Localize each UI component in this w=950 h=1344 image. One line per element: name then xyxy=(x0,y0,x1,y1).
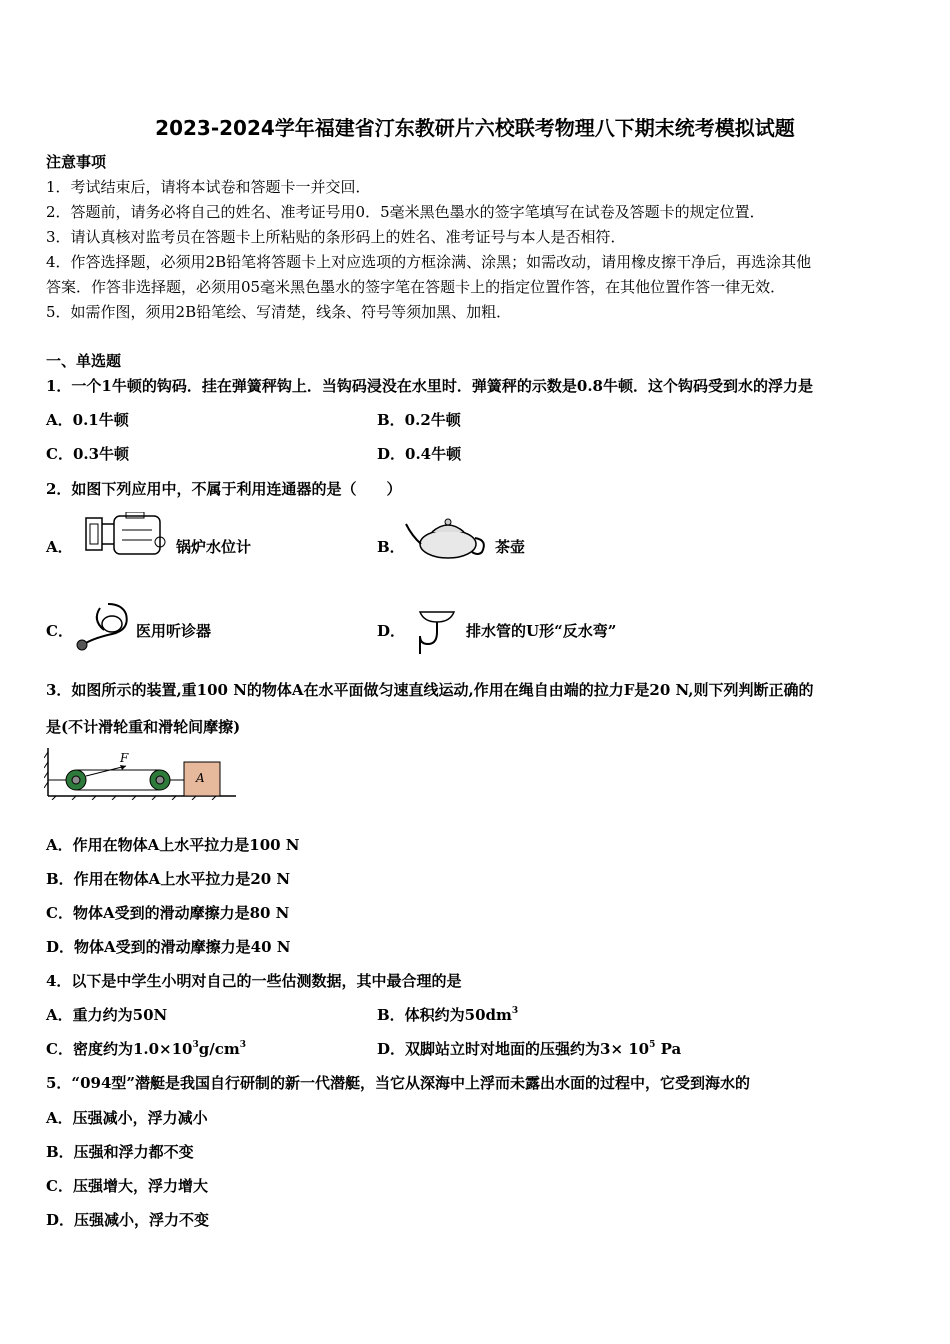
q1-stem: 1．一个1牛顿的钩码．挂在弹簧秤钩上．当钩码浸没在水里时．弹簧秤的示数是0.8牛顿．这个钩码受到水的浮力是 xyxy=(46,377,813,395)
notice-item-1: 1．考试结束后，请将本试卷和答题卡一并交回． xyxy=(46,178,371,196)
q1-option-c[interactable]: C．0.3牛顿 xyxy=(46,445,130,463)
teapot-icon xyxy=(404,514,492,560)
q4-option-a[interactable]: A．重力约为50N xyxy=(46,1006,168,1024)
section-heading: 一、单选题 xyxy=(46,352,122,370)
pulley-force-label: F xyxy=(120,751,129,765)
notice-item-5: 5．如需作图，须用2B铅笔绘、写清楚，线条、符号等须加黑、加粗． xyxy=(46,303,512,321)
q5-option-b[interactable]: B．压强和浮力都不变 xyxy=(46,1143,194,1161)
pulley-block-label: A xyxy=(196,771,205,785)
notice-heading: 注意事项 xyxy=(46,153,107,171)
notice-item-2: 2．答题前，请务必将自己的姓名、准考证号用0．5毫米黑色墨水的签字笔填写在试卷及答题卡的规定位置． xyxy=(46,203,765,221)
q4-option-c[interactable]: C．密度约为$1.0\times 10^3g/cm^3$ xyxy=(46,1040,246,1058)
q4-option-b[interactable]: B．体积约为$50dm^3$ xyxy=(377,1006,519,1024)
q5-option-d[interactable]: D．压强减小，浮力不变 xyxy=(46,1211,210,1229)
q4-stem: 4．以下是中学生小明对自己的一些估测数据，其中最合理的是 xyxy=(46,972,462,990)
q3-option-c[interactable]: C．物体A受到的滑动摩擦力是80 N xyxy=(46,904,290,922)
u-trap-drain-icon xyxy=(406,608,464,656)
notice-item-4: 4．作答选择题，必须用2B铅笔将答题卡上对应选项的方框涂满、涂黑；如需改动，请用橡皮擦干净后，再选涂其他 xyxy=(46,253,812,271)
q3-stem-line1: 3．如图所示的装置,重100 N的物体A在水平面做匀速直线运动,作用在绳自由端的拉力F是20 N,则下列判断正确的 xyxy=(46,681,814,699)
notice-item-4-cont: 答案．作答非选择题，必须用05毫米黑色墨水的签字笔在答题卡上的指定位置作答，在其他位置作答一律无效． xyxy=(46,278,786,296)
q2-option-c-letter[interactable]: C． xyxy=(46,622,73,640)
q2-option-a-text: 锅炉水位计 xyxy=(176,538,252,556)
notice-item-3: 3．请认真核对监考员在答题卡上所粘贴的条形码上的姓名、准考证号与本人是否相符． xyxy=(46,228,626,246)
q1-option-b[interactable]: B．0.2牛顿 xyxy=(377,411,461,429)
q2-option-b-text: 茶壶 xyxy=(495,538,526,556)
stethoscope-icon xyxy=(72,600,134,652)
page-title: 2023-2024学年福建省汀东教研片六校联考物理八下期末统考模拟试题 xyxy=(155,116,795,140)
q2-option-d-text: 排水管的U形“反水弯” xyxy=(466,622,617,640)
pulley-system-figure xyxy=(44,748,238,800)
q2-stem: 2．如图下列应用中，不属于利用连通器的是（ ） xyxy=(46,480,402,498)
q2-option-b-letter[interactable]: B． xyxy=(377,538,405,556)
q3-option-a[interactable]: A．作用在物体A上水平拉力是100 N xyxy=(46,836,300,854)
q5-stem: 5．“094型”潜艇是我国自行研制的新一代潜艇，当它从深海中上浮而未露出水面的过程中，它受到海水的 xyxy=(46,1074,751,1092)
boiler-gauge-icon xyxy=(82,512,172,558)
q5-option-c[interactable]: C．压强增大，浮力增大 xyxy=(46,1177,208,1195)
q2-option-d-letter[interactable]: D． xyxy=(377,622,406,640)
q2-option-c-text: 医用听诊器 xyxy=(136,622,212,640)
q5-option-a[interactable]: A．压强减小，浮力减小 xyxy=(46,1109,208,1127)
q3-option-b[interactable]: B．作用在物体A上水平拉力是20 N xyxy=(46,870,291,888)
q1-option-d[interactable]: D．0.4牛顿 xyxy=(377,445,462,463)
q1-option-a[interactable]: A．0.1牛顿 xyxy=(46,411,129,429)
q2-option-a-letter[interactable]: A． xyxy=(46,538,73,556)
q3-stem-line2: 是(不计滑轮重和滑轮间摩擦) xyxy=(46,718,241,736)
q4-option-d[interactable]: D．双脚站立时对地面的压强约为$3\times 10^5$ Pa xyxy=(377,1040,682,1058)
q3-option-d[interactable]: D．物体A受到的滑动摩擦力是40 N xyxy=(46,938,291,956)
